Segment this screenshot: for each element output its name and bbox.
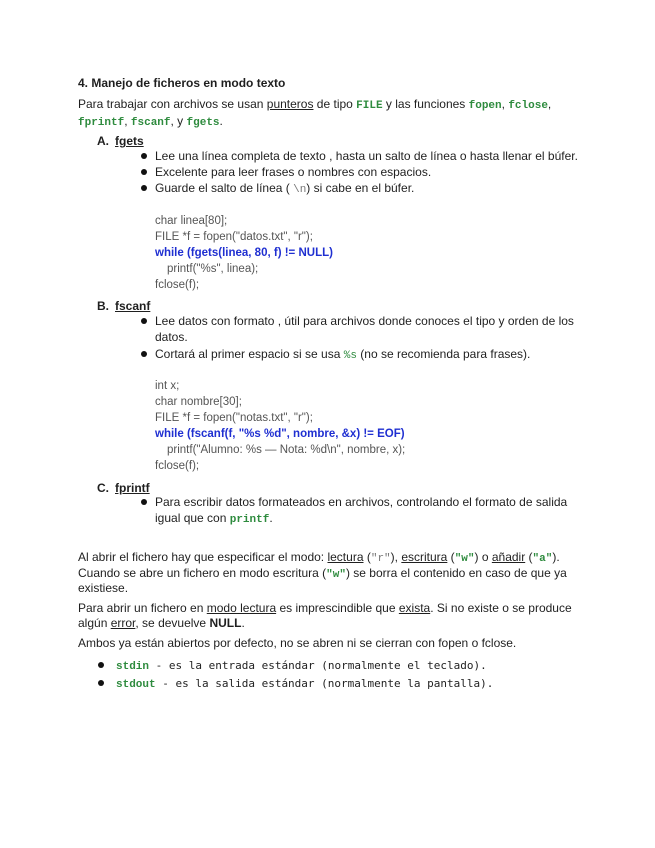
bullet-icon bbox=[141, 318, 147, 324]
text: - es la entrada estándar (normalmente el teclado). bbox=[149, 659, 487, 672]
bullet-icon bbox=[141, 185, 147, 191]
mode-w-code: "w" bbox=[454, 553, 475, 565]
list-item-continued bbox=[155, 510, 273, 528]
mode-r-code: "r" bbox=[370, 553, 391, 565]
text: ( bbox=[525, 550, 533, 564]
bullet-icon bbox=[141, 499, 147, 505]
code-line: printf("%s", linea); bbox=[167, 263, 259, 275]
fprintf-code: fprintf bbox=[78, 117, 125, 129]
null-term: NULL bbox=[209, 616, 242, 630]
code-line: printf("Alumno: %s — Nota: %d\n", nombre, x); bbox=[167, 444, 406, 456]
text: igual que con bbox=[155, 511, 230, 525]
section-title: 4. Manejo de ficheros en modo texto bbox=[78, 76, 286, 90]
text: Guarde el salto de línea ( bbox=[155, 181, 294, 195]
list-item bbox=[155, 180, 414, 198]
fopen-code: fopen bbox=[468, 100, 502, 112]
code-line: FILE *f = fopen("notas.txt", "r"); bbox=[155, 412, 313, 424]
fgets-code: fgets bbox=[186, 117, 220, 129]
bullet-icon bbox=[141, 169, 147, 175]
intro-line-1 bbox=[78, 97, 551, 114]
printf-code: printf bbox=[229, 514, 270, 526]
stdin-code: stdin bbox=[116, 661, 150, 673]
text: . bbox=[219, 114, 223, 128]
text: (no se recomienda para frases). bbox=[356, 347, 531, 361]
text: datos. bbox=[155, 330, 188, 344]
text: Lee una línea completa de texto , hasta un salto de línea o hasta llenar el búfer. bbox=[155, 149, 578, 163]
list-item bbox=[155, 313, 574, 329]
bullet-icon bbox=[98, 680, 104, 686]
section-name: fprintf bbox=[115, 481, 150, 495]
code-line: fclose(f); bbox=[155, 460, 200, 472]
para1-line-3 bbox=[78, 581, 128, 596]
para2-line-1 bbox=[78, 601, 572, 616]
mode-a-code: "a" bbox=[532, 553, 553, 565]
bullet-icon bbox=[141, 153, 147, 159]
text: ). bbox=[552, 550, 560, 564]
section-letter: B. bbox=[97, 299, 109, 313]
section-letter: C. bbox=[97, 481, 109, 495]
section-letter: A. bbox=[97, 134, 109, 148]
text: - es la salida estándar (normalmente la pantalla). bbox=[155, 677, 494, 690]
text: Al abrir el fichero hay que especificar el modo: bbox=[78, 550, 328, 564]
text: , bbox=[124, 114, 131, 128]
modo-lectura-term: modo lectura bbox=[206, 601, 277, 615]
text: . bbox=[241, 616, 245, 630]
list-item-continued bbox=[155, 329, 188, 345]
text: . Si no existe o se produce bbox=[430, 601, 572, 615]
newline-code: \n bbox=[293, 184, 307, 196]
para3 bbox=[78, 636, 516, 651]
code-line: while (fgets(linea, 80, f) != NULL) bbox=[155, 247, 333, 259]
text: , bbox=[501, 97, 509, 111]
text: existiese. bbox=[78, 581, 129, 595]
text: ) si cabe en el búfer. bbox=[306, 181, 415, 195]
text: Excelente para leer frases o nombres con espacios. bbox=[155, 165, 432, 179]
section-name: fgets bbox=[115, 134, 144, 148]
text: , bbox=[547, 97, 552, 111]
text: Cuando se abre un fichero en modo escritura ( bbox=[78, 566, 327, 580]
list-item bbox=[155, 164, 431, 180]
text: Para escribir datos formateados en archivos, controlando el formato de salida bbox=[155, 495, 568, 509]
list-item bbox=[155, 148, 578, 164]
format-code: %s bbox=[343, 350, 357, 362]
text: . bbox=[269, 511, 273, 525]
mode-w-code: "w" bbox=[326, 569, 346, 581]
stdout-code: stdout bbox=[116, 679, 156, 691]
code-line: char linea[80]; bbox=[155, 215, 228, 227]
punteros-term: punteros bbox=[266, 97, 314, 111]
text: Cortará al primer espacio si se usa bbox=[155, 347, 344, 361]
text: es imprescindible que bbox=[276, 601, 399, 615]
list-item bbox=[116, 675, 493, 693]
para1-line-2 bbox=[78, 566, 567, 583]
fclose-code: fclose bbox=[508, 100, 548, 112]
text: Ambos ya están abiertos por defecto, no se abren ni se cierran con fopen o fclose. bbox=[78, 636, 517, 650]
lectura-term: lectura bbox=[327, 550, 364, 564]
error-term: error bbox=[110, 616, 136, 630]
fscanf-code: fscanf bbox=[130, 117, 171, 129]
text: de tipo bbox=[313, 97, 357, 111]
text: algún bbox=[78, 616, 111, 630]
section-a-heading bbox=[97, 134, 144, 148]
text: ) o bbox=[474, 550, 492, 564]
file-type-code: FILE bbox=[356, 100, 383, 112]
list-item bbox=[155, 494, 567, 510]
code-line: int x; bbox=[155, 380, 180, 392]
escritura-term: escritura bbox=[401, 550, 448, 564]
intro-line-2 bbox=[78, 114, 223, 131]
text: Para abrir un fichero en bbox=[78, 601, 207, 615]
bullet-icon bbox=[98, 662, 104, 668]
list-item bbox=[155, 346, 530, 364]
text: Para trabajar con archivos se usan bbox=[78, 97, 267, 111]
exista-term: exista bbox=[398, 601, 431, 615]
para1-line-1 bbox=[78, 550, 560, 567]
text: y las funciones bbox=[382, 97, 469, 111]
text: ( bbox=[447, 550, 455, 564]
code-line: while (fscanf(f, "%s %d", nombre, &x) != EOF) bbox=[155, 428, 405, 440]
code-line: fclose(f); bbox=[155, 279, 200, 291]
text: , se devuelve bbox=[135, 616, 210, 630]
bullet-icon bbox=[141, 351, 147, 357]
text: ) se borra el contenido en caso de que ya bbox=[345, 566, 567, 580]
section-name: fscanf bbox=[115, 299, 151, 313]
anadir-term: añadir bbox=[491, 550, 526, 564]
code-line: char nombre[30]; bbox=[155, 396, 242, 408]
list-item bbox=[116, 657, 487, 675]
text: Lee datos con formato , útil para archivos donde conoces el tipo y orden de los bbox=[155, 314, 574, 328]
section-c-heading bbox=[97, 481, 150, 495]
text: ), bbox=[390, 550, 402, 564]
text: ( bbox=[363, 550, 371, 564]
code-line: FILE *f = fopen("datos.txt", "r"); bbox=[155, 231, 313, 243]
text: , y bbox=[170, 114, 187, 128]
section-b-heading bbox=[97, 299, 150, 313]
para2-line-2 bbox=[78, 616, 245, 631]
